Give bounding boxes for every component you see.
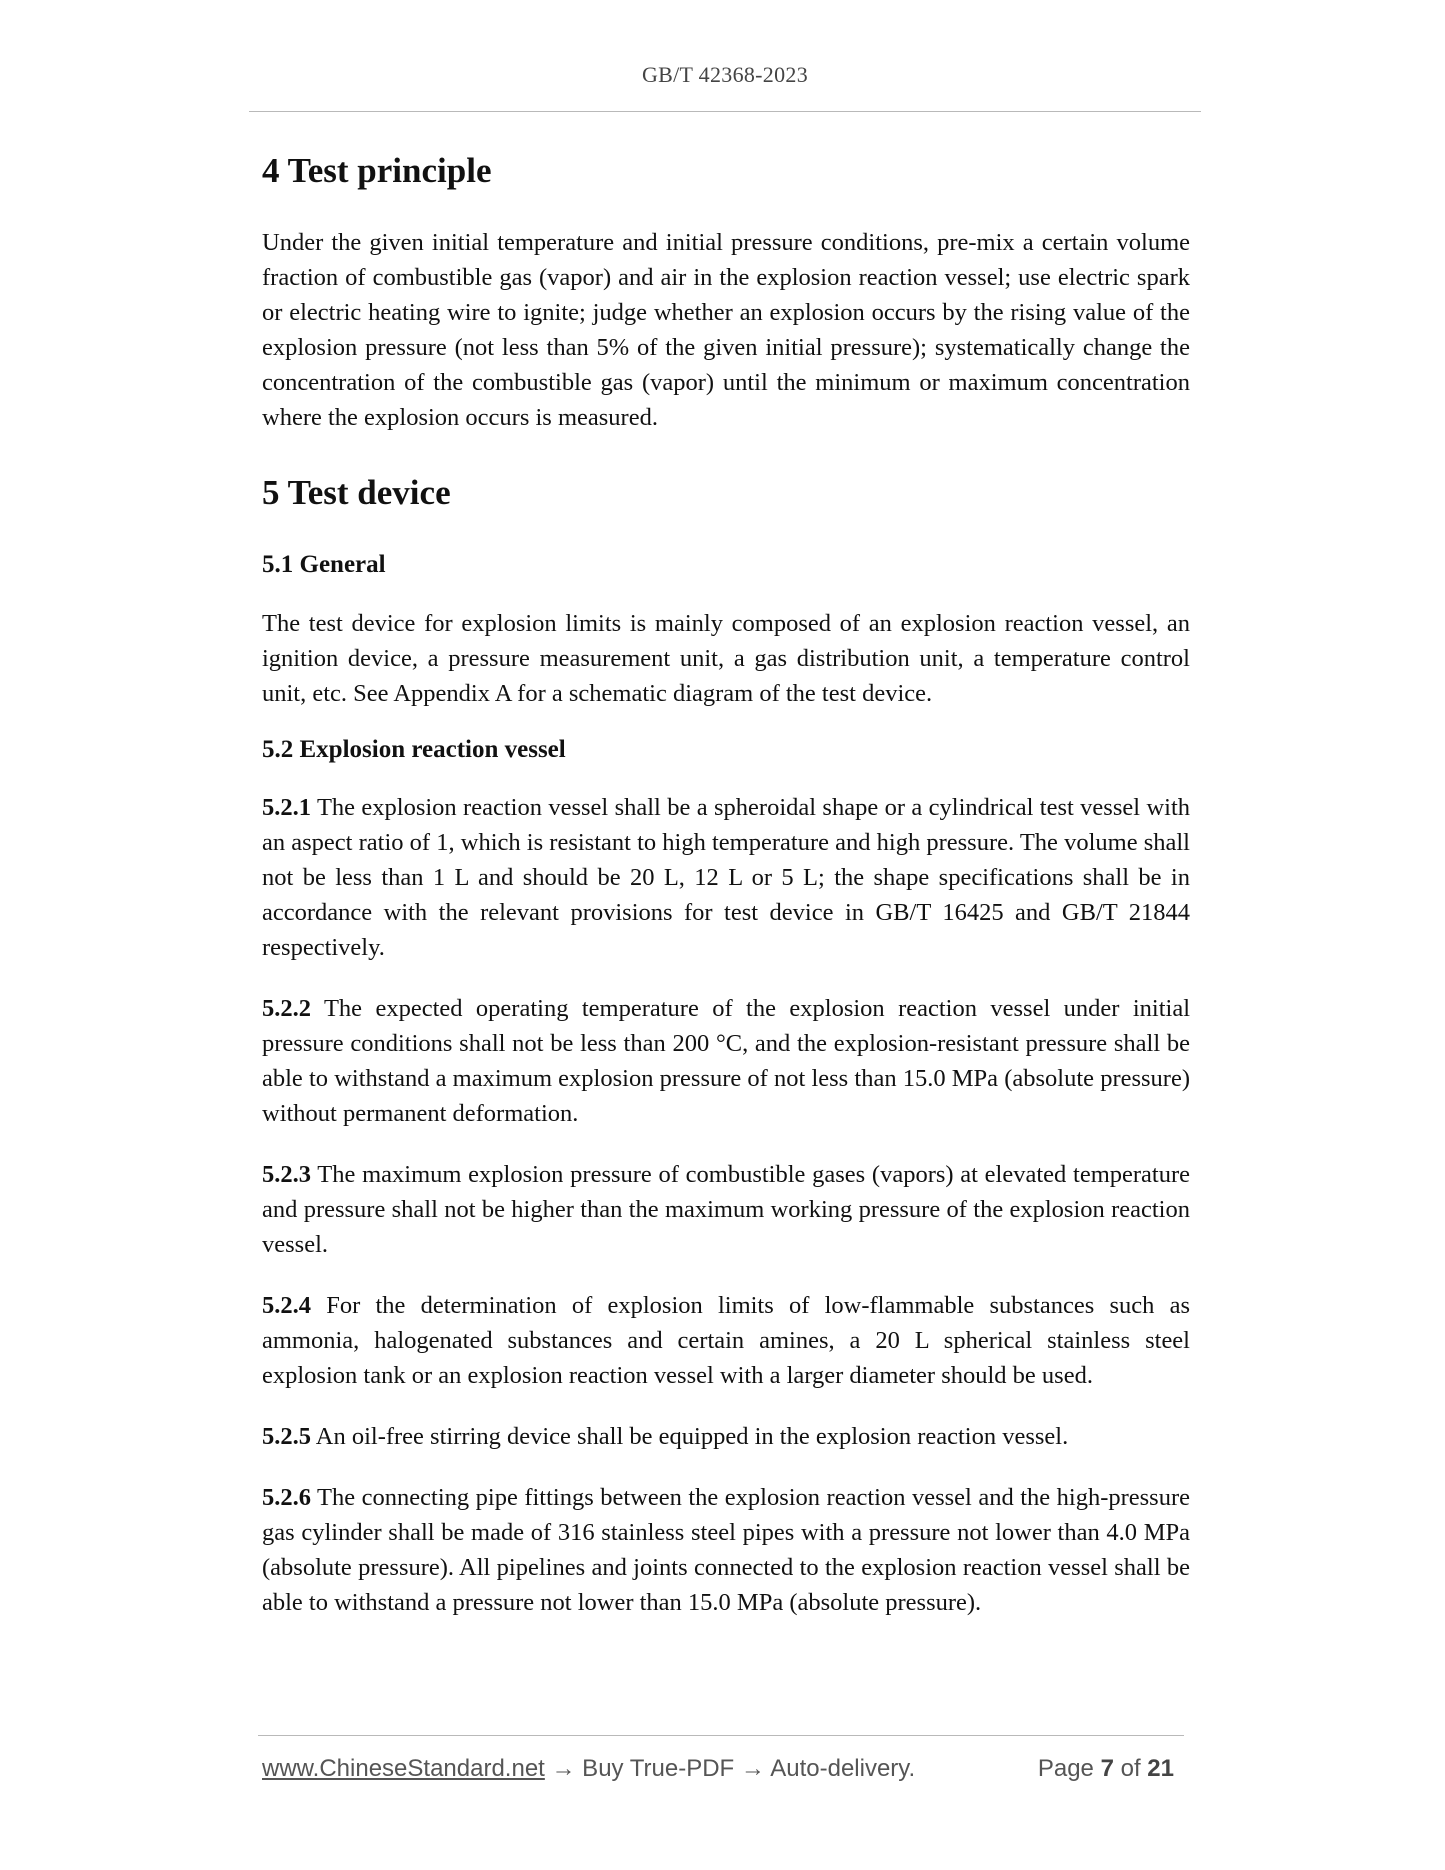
clause-5-2-5 [262,1419,1190,1454]
clause-5-2-2 [262,991,1190,1131]
section-5-heading: 5 Test device [262,473,451,512]
clause-number: 5.2.6 [262,1484,311,1511]
page-of: of [1120,1755,1141,1782]
footer-divider [258,1735,1184,1736]
page-total: 21 [1147,1755,1174,1782]
clause-5-2-3 [262,1157,1190,1262]
section-5-2-heading: 5.2 Explosion reaction vessel [262,735,566,763]
clause-number: 5.2.4 [262,1292,311,1319]
footer-promo [262,1755,915,1783]
page-footer [262,1755,1180,1783]
clause-5-2-1 [262,790,1190,965]
website-link[interactable]: www.ChineseStandard.net [262,1755,545,1782]
section-5-1-heading: 5.1 General [262,551,386,578]
document-id-header: GB/T 42368-2023 [641,62,809,87]
section-4-body: Under the given initial temperature and initial pressure conditions, pre-mix a certain volume fraction of combustible gas (vapor) and air in the explosion reaction vessel; use electric spark or electric heating wire to ignite; judge whether an explosion occurs by the rising value of the explosion pressure (not less than 5% of the given initial pressure); systematically change the concentration of the combustible gas (vapor) until the minimum or maximum concentration where the explosion occurs is measured. [262,229,1190,431]
header-divider [249,111,1201,112]
clause-number: 5.2.3 [262,1161,311,1188]
clause-number: 5.2.2 [262,995,311,1022]
clause-text: An oil-free stirring device shall be equipped in the explosion reaction vessel. [311,1423,1069,1450]
footer-promo-text: → Buy True-PDF → Auto-delivery. [544,1755,916,1782]
clause-text: The maximum explosion pressure of combustible gases (vapors) at elevated temperature and pressure shall not be higher than the maximum working pressure of the explosion reaction vessel. [262,1161,1190,1258]
clause-number: 5.2.5 [262,1423,311,1450]
clause-number: 5.2.1 [262,794,311,821]
page-content [262,150,1190,1620]
page-label: Page [1037,1755,1094,1782]
clause-5-2-6 [262,1480,1190,1620]
clause-text: The connecting pipe fittings between the explosion reaction vessel and the high-pressure gas cylinder shall be made of 316 stainless steel pipes with a pressure not lower than 4.0 MPa (absolute pressure). All pipelines and joints connected to the explosion reaction vessel shall be able to withstand a pressure not lower than 15.0 MPa (absolute pressure). [262,1484,1190,1616]
clause-text: For the determination of explosion limits of low-flammable substances such as ammonia, halogenated substances and certain amines, a 20 L spherical stainless steel explosion tank or an explosion reaction vessel with a larger diameter should be used. [262,1292,1190,1389]
page-current: 7 [1100,1755,1114,1782]
clause-text: The explosion reaction vessel shall be a spheroidal shape or a cylindrical test vessel with an aspect ratio of 1, which is resistant to high temperature and high pressure. The volume shall not be less than 1 L and should be 20 L, 12 L or 5 L; the shape specifications shall be in accordance with the relevant provisions for test device in GB/T 16425 and GB/T 21844 respectively. [262,794,1190,961]
clause-5-2-4 [262,1288,1190,1393]
page-indicator [1038,1755,1180,1783]
section-4-heading: 4 Test principle [262,151,492,190]
section-5-1-body: The test device for explosion limits is mainly composed of an explosion reaction vessel, an ignition device, a pressure measurement unit, a gas distribution unit, a temperature control unit, etc. See Appendix A for a schematic diagram of the test device. [262,609,1190,707]
clause-text: The expected operating temperature of the explosion reaction vessel under initial pressure conditions shall not be less than 200 °C, and the explosion-resistant pressure shall be able to withstand a maximum explosion pressure of not less than 15.0 MPa (absolute pressure) without permanent deformation. [262,995,1190,1127]
